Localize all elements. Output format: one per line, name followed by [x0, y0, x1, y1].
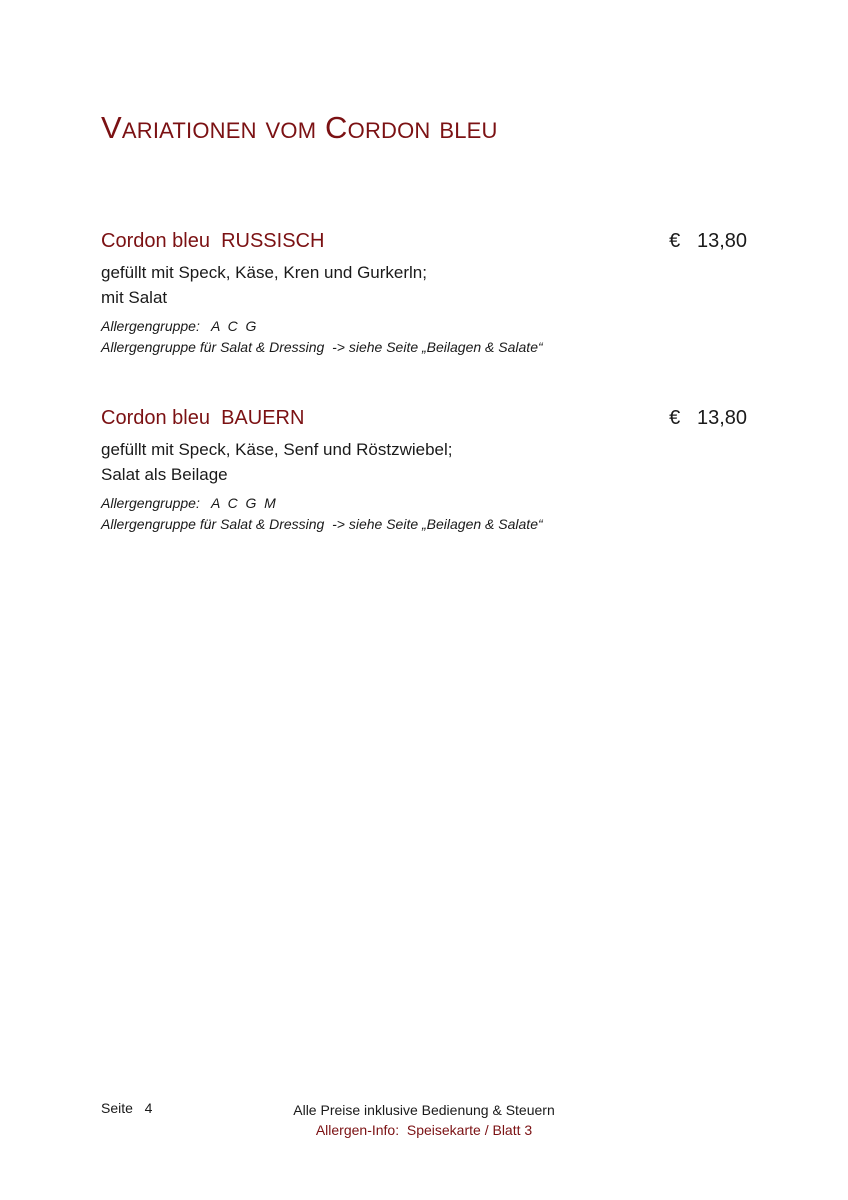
- item-description: [101, 437, 751, 487]
- allergen-info: Allergengruppe: A C G M: [101, 495, 276, 511]
- description-line: Salat als Beilage: [101, 465, 228, 484]
- item-price: € 13,80: [669, 407, 747, 429]
- item-header: [101, 407, 751, 435]
- item-header: [101, 230, 751, 258]
- allergen-side-info: Allergengruppe für Salat & Dressing -> siehe Seite „Beilagen & Salate“: [101, 516, 543, 532]
- item-description: [101, 260, 751, 310]
- item-name: Cordon bleu BAUERN: [101, 407, 305, 429]
- footer-prices-note: Alle Preise inklusive Bedienung & Steuern: [293, 1102, 555, 1118]
- description-line: gefüllt mit Speck, Käse, Kren und Gurkerln;: [101, 263, 427, 282]
- item-name: Cordon bleu RUSSISCH: [101, 230, 325, 252]
- description-line: gefüllt mit Speck, Käse, Senf und Röstzwiebel;: [101, 440, 453, 459]
- allergen-side-info: Allergengruppe für Salat & Dressing -> siehe Seite „Beilagen & Salate“: [101, 339, 543, 355]
- footer-allergen-info: Allergen-Info: Speisekarte / Blatt 3: [315, 1122, 533, 1138]
- allergen-info: Allergengruppe: A C G: [101, 318, 257, 334]
- menu-item-russisch: [101, 230, 751, 358]
- page-title: Variationen vom Cordon bleu: [101, 110, 498, 145]
- description-line: mit Salat: [101, 288, 168, 307]
- menu-item-bauern: [101, 407, 751, 535]
- footer-page-number: Seite 4: [101, 1100, 153, 1116]
- footer-notes: [224, 1100, 624, 1140]
- item-price: € 13,80: [669, 230, 747, 252]
